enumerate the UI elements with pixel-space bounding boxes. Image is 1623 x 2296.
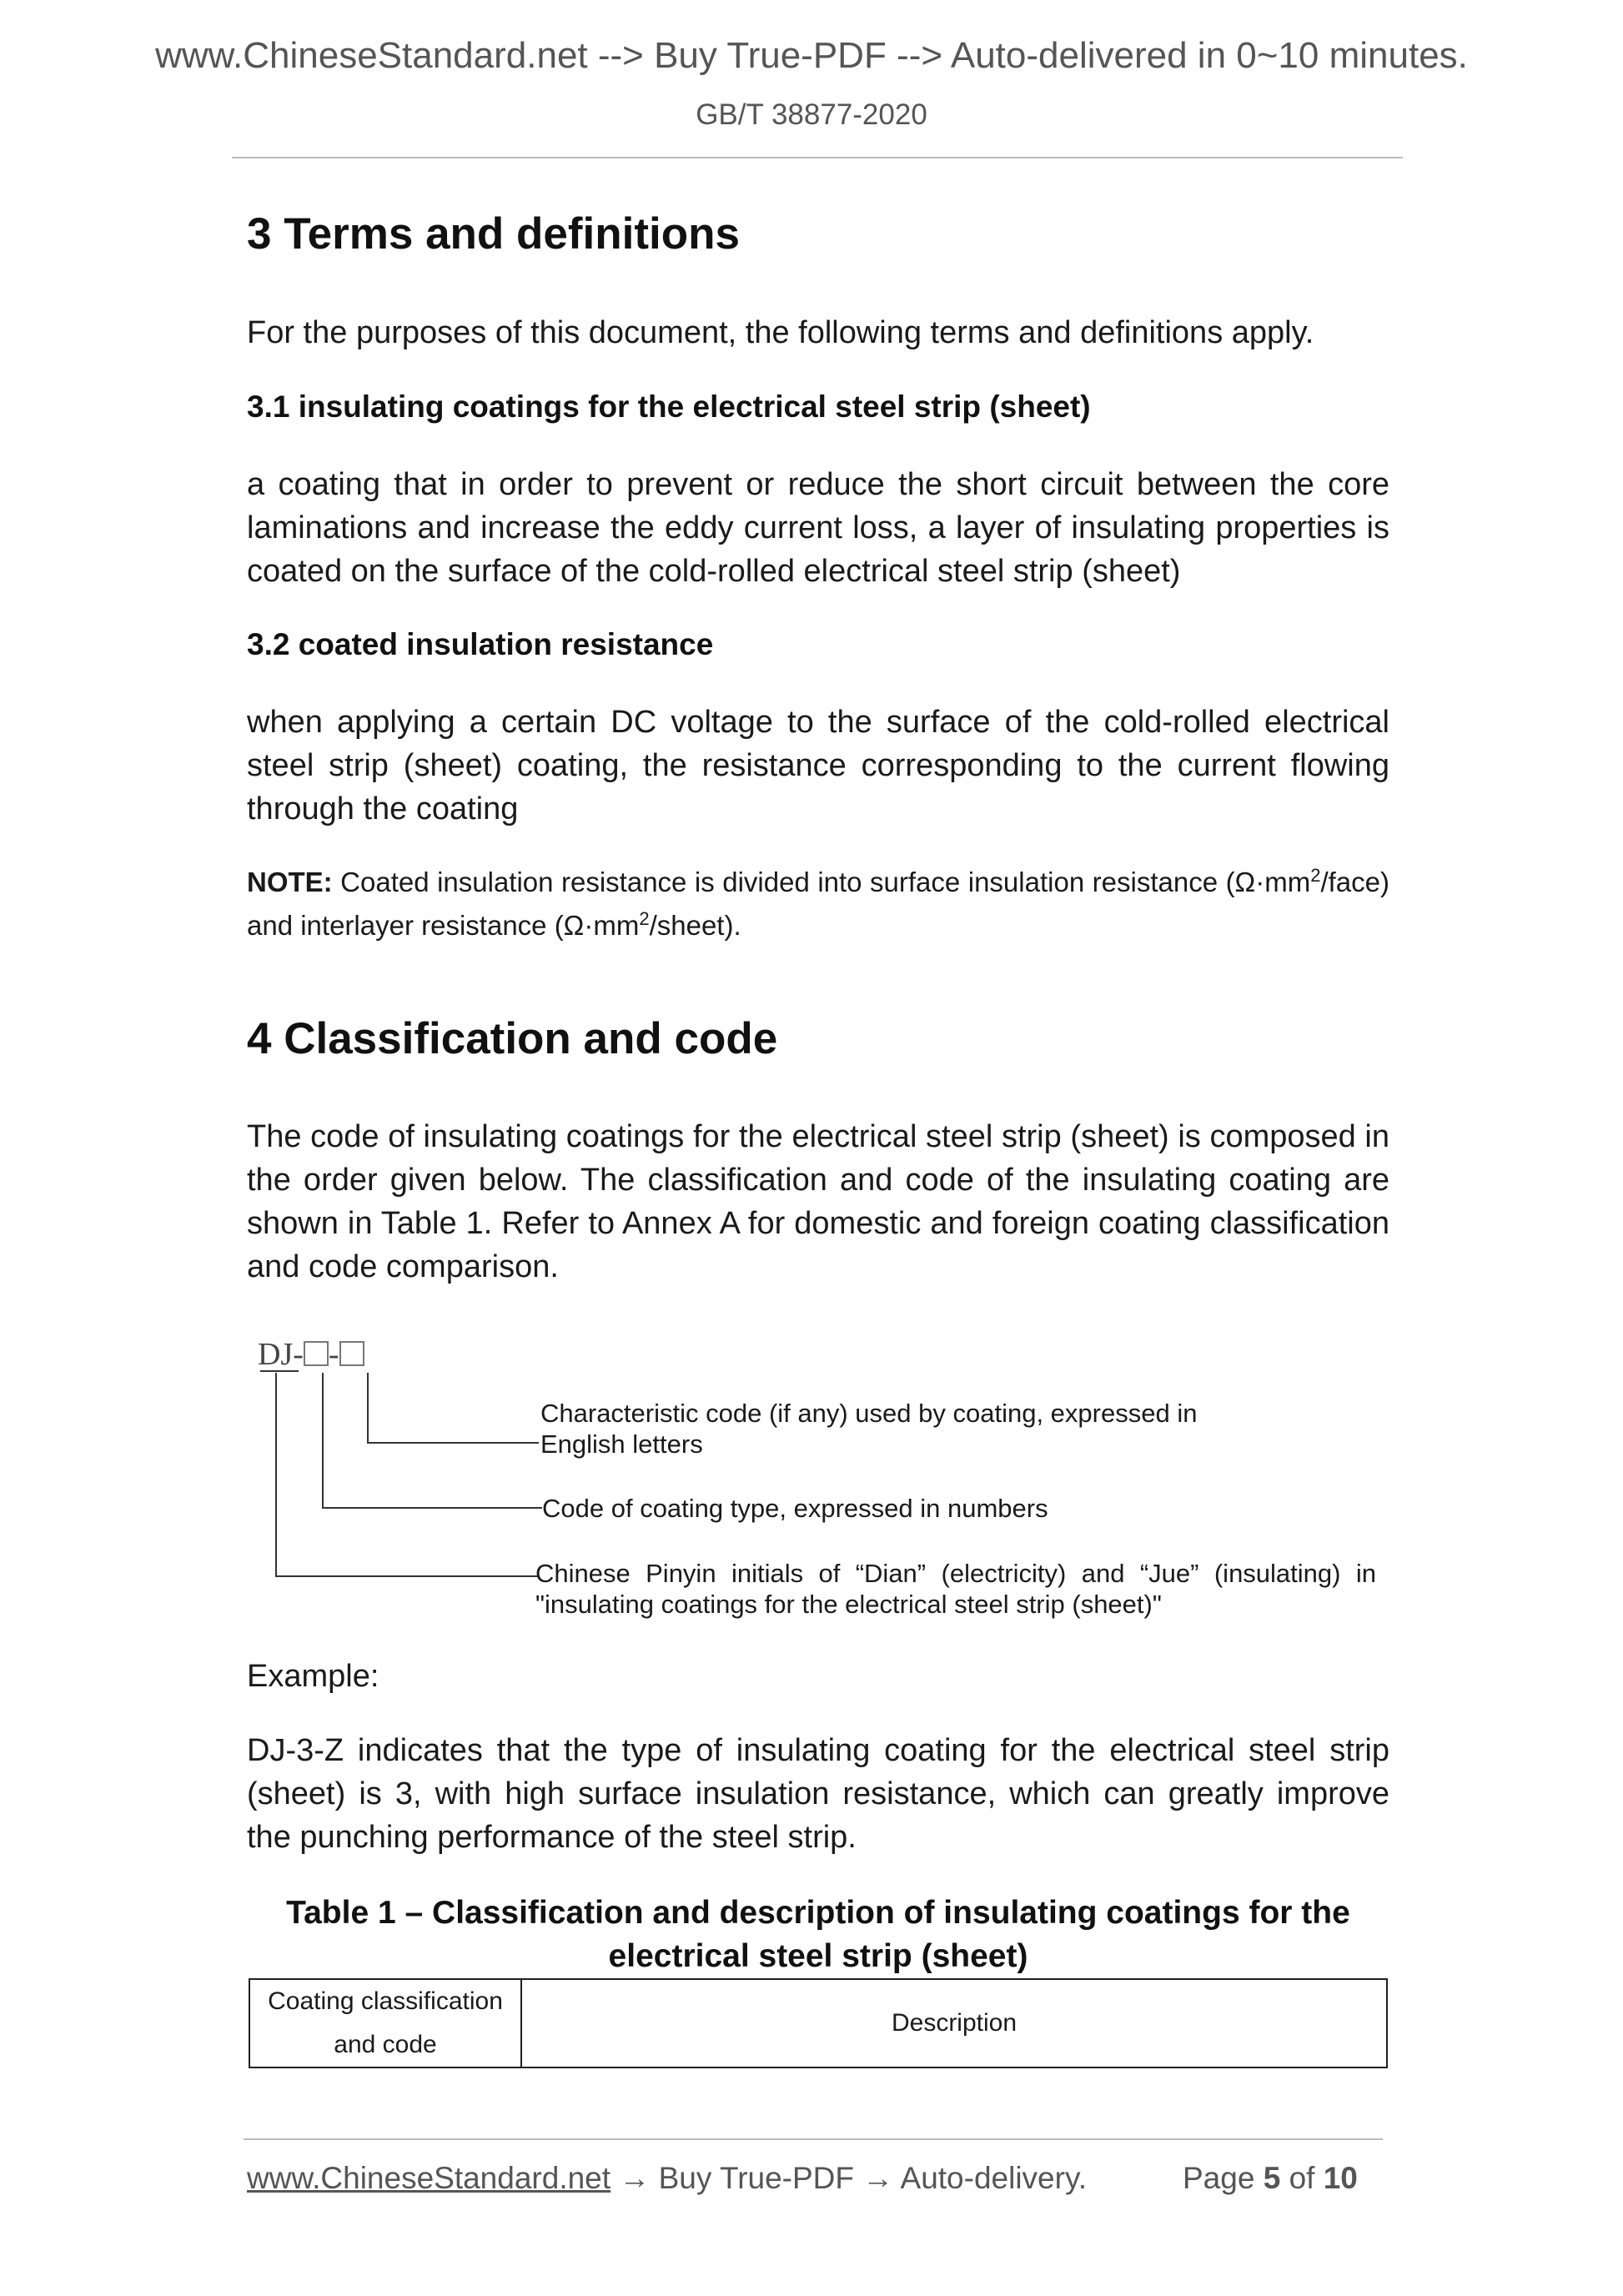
note-text-1: Coated insulation resistance is divided into surface insulation resistance (Ω·mm <box>332 867 1311 897</box>
code-prefix: DJ <box>258 1337 294 1372</box>
column-header-classification: Coating classification and code <box>249 1979 521 2067</box>
type-leader-line <box>323 1373 542 1508</box>
page-total: 10 <box>1323 2161 1358 2195</box>
characteristic-leader-line <box>368 1373 539 1443</box>
superscript-2: 2 <box>639 908 650 929</box>
page-number: 5 <box>1263 2161 1281 2195</box>
characteristic-code-label: Characteristic code (if any) used by coating, expressed in English letters <box>540 1399 1198 1459</box>
of-word: of <box>1289 2161 1315 2195</box>
note-text-2: /face) and interlayer resistance (Ω·mm <box>247 867 1389 941</box>
footer-divider <box>244 2138 1383 2140</box>
term-3-1-title: 3.1 insulating coatings for the electrical steel strip (sheet) <box>247 389 1091 424</box>
header-banner[interactable]: www.ChineseStandard.net --> Buy True-PDF --> Auto-delivered in 0~10 minutes. <box>155 35 1468 76</box>
section-3-intro: For the purposes of this document, the following terms and definitions apply. <box>247 315 1314 350</box>
example-label: Example: <box>247 1659 379 1694</box>
column-header-description: Description <box>521 1979 1387 2067</box>
term-3-2-title: 3.2 coated insulation resistance <box>247 627 714 661</box>
section-3-heading: 3 Terms and definitions <box>247 209 740 259</box>
section-4-heading: 4 Classification and code <box>247 1014 778 1063</box>
note-text-3: /sheet). <box>649 910 741 941</box>
section-4-intro: The code of insulating coatings for the electrical steel strip (sheet) is composed in the order given below. The classification and code of the insulating coating are shown in Table 1. Refer to Annex A for domestic and foreign coating classification and code comparison. <box>247 1119 1389 1284</box>
pinyin-leader-line <box>276 1373 539 1576</box>
code-separator: - <box>328 1337 339 1372</box>
document-id: GB/T 38877-2020 <box>696 98 927 131</box>
page-indicator <box>1183 2161 1358 2196</box>
example-text: DJ-3-Z indicates that the type of insulating coating for the electrical steel strip (sheet) is 3, with high surface insulation resistance, which can greatly improve the punching performance of the steel strip. <box>247 1733 1389 1855</box>
term-3-2-definition: when applying a certain DC voltage to the surface of the cold-rolled electrical steel strip (sheet) coating, the resistance corresponding to the current flowing through the coating <box>247 705 1389 826</box>
page-word: Page <box>1183 2161 1255 2195</box>
table-header-row <box>249 1979 1387 2067</box>
superscript-2: 2 <box>1310 865 1321 886</box>
code-separator: - <box>293 1337 304 1372</box>
term-3-1-definition: a coating that in order to prevent or reduce the short circuit between the core laminations and increase the eddy current loss, a layer of insulating properties is coated on the surface of the cold-rolled electrical steel strip (sheet) <box>247 467 1389 589</box>
footer-tail: → Buy True-PDF → Auto-delivery. <box>611 2161 1087 2195</box>
type-code-label: Code of coating type, expressed in numbers <box>542 1494 1048 1523</box>
table-1-caption: Table 1 – Classification and description of insulating coatings for the electrical steel strip (sheet) <box>286 1895 1350 1974</box>
footer-left <box>247 2161 1087 2196</box>
footer-link[interactable]: www.ChineseStandard.net <box>247 2161 611 2195</box>
note-label: NOTE: <box>247 867 333 897</box>
table-1 <box>249 1978 1388 2068</box>
pinyin-code-label: Chinese Pinyin initials of “Dian” (electricity) and “Jue” (insulating) in "insulating coatings for the electrical steel strip (sheet)" <box>535 1559 1376 1619</box>
